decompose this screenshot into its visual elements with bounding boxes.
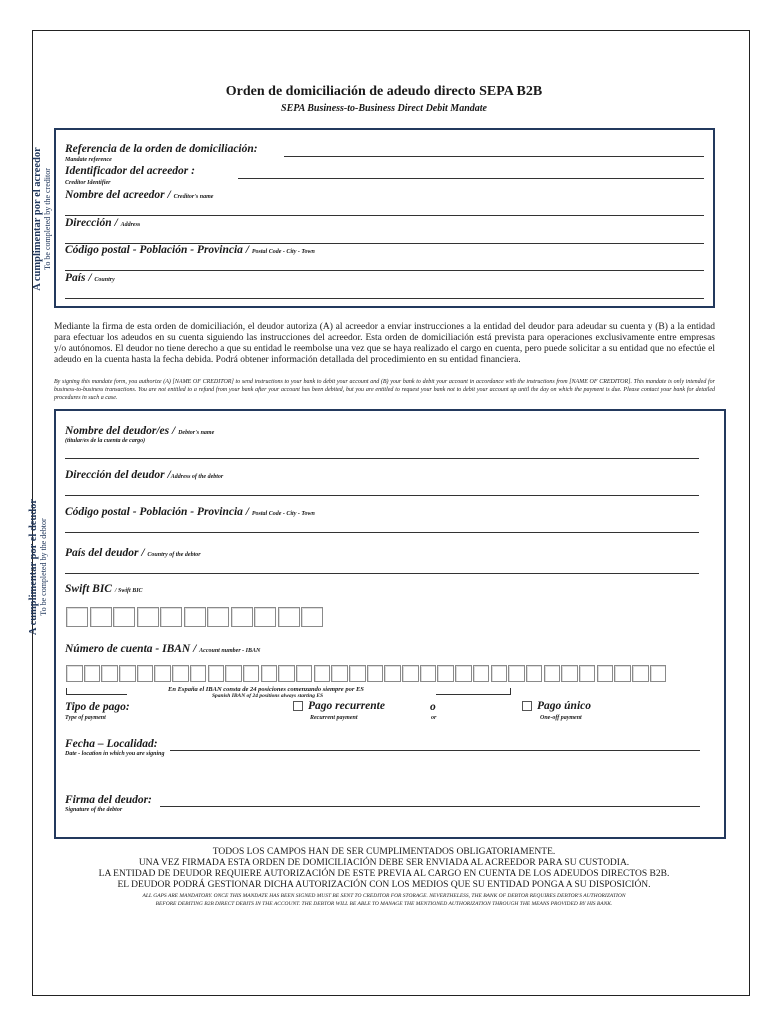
iban-bracket-left (66, 688, 127, 695)
mandate-ref-label: Referencia de la orden de domiciliación: (65, 143, 258, 155)
footer-line-1: TODOS LOS CAMPOS HAN DE SER CUMPLIMENTADOS OBLIGATORIAMENTE. (212, 847, 556, 857)
creditor-section (54, 128, 715, 308)
creditor-name-field[interactable] (65, 215, 704, 216)
date-place-label: Fecha – Localidad: (65, 738, 158, 750)
iban-cell[interactable] (455, 665, 472, 682)
recurrent-checkbox[interactable] (293, 701, 303, 711)
iban-bracket-right (436, 688, 511, 695)
iban-cell[interactable] (331, 665, 348, 682)
mandate-text-en: By signing this mandate form, you authorize (A) [NAME OF CREDITOR] to send instructions to your bank to debit your account and (B) your bank to debit your account in accordance with the instructions from [NAME OF CREDITOR]. This mandate is only intended for business-to-business transactions. You are not entitled to a refund from your bank after your account has been debited, but you are entitled to request your bank not to debit your account up until the day on which the payment is due. Please contact your bank for detailed procedures in such a case. (54, 379, 715, 401)
iban-input[interactable] (66, 665, 667, 682)
date-place-field[interactable] (170, 750, 700, 751)
swift-bic-cell[interactable] (113, 607, 135, 627)
iban-cell[interactable] (561, 665, 578, 682)
iban-cell[interactable] (225, 665, 242, 682)
debtor-side-label: A cumplimentar por el deudor To be completed by the debtor (28, 498, 48, 636)
oneoff-option[interactable]: Pago único (522, 700, 591, 712)
iban-cell[interactable] (101, 665, 118, 682)
oneoff-en: One-off payment (540, 715, 582, 721)
or-en: or (431, 715, 437, 721)
iban-cell[interactable] (137, 665, 154, 682)
iban-cell[interactable] (208, 665, 225, 682)
iban-note: En España el IBAN consta de 24 posiciones comenzando siempre por ES (168, 686, 364, 693)
swift-bic-cell[interactable] (184, 607, 206, 627)
recurrent-en: Recurrent payment (310, 715, 358, 721)
debtor-country-label: País del deudor / Country of the debtor (65, 547, 201, 559)
mandate-ref-en: Mandate reference (65, 157, 112, 163)
creditor-id-label: Identificador del acreedor : (65, 165, 195, 177)
swift-label: Swift BIC / Swift BIC (65, 583, 143, 595)
creditor-postal-field[interactable] (65, 270, 704, 271)
or-label: o (430, 701, 436, 713)
creditor-postal-label: Código postal - Población - Provincia / Postal Code - City - Town (65, 244, 315, 256)
debtor-address-field[interactable] (65, 495, 699, 496)
recurrent-option[interactable]: Pago recurrente (293, 700, 385, 712)
date-place-en: Date - location in which you are signing (65, 751, 165, 757)
form-subtitle: SEPA Business-to-Business Direct Debit Mandate (281, 103, 487, 114)
creditor-country-field[interactable] (65, 298, 704, 299)
signature-en: Signature of the debtor (65, 807, 123, 813)
debtor-name-sub: (titular/es de la cuenta de cargo) (65, 438, 146, 444)
footer-en-1: ALL GAPS ARE MANDATORY. ONCE THIS MANDATE HAS BEEN SIGNED MUST BE SENT TO CREDITOR FOR STORAGE. NEVERTHELESS, THE BANK OF DEBTOR REQUIRES DEBTOR'S AUTHORIZATION (142, 893, 626, 899)
creditor-side-label: A cumplimentar por el acreedor To be completed by the creditor (32, 147, 52, 291)
swift-bic-cell[interactable] (160, 607, 182, 627)
iban-cell[interactable] (172, 665, 189, 682)
swift-bic-cell[interactable] (137, 607, 159, 627)
iban-cell[interactable] (420, 665, 437, 682)
debtor-country-field[interactable] (65, 573, 699, 574)
footer-line-4: EL DEUDOR PODRÁ GESTIONAR DICHA AUTORIZACIÓN CON LOS MEDIOS QUE SU ENTIDAD PONGA A SU DISPOSICIÓN. (117, 880, 651, 890)
iban-label: Número de cuenta - IBAN / Account number - IBAN (65, 643, 261, 655)
creditor-id-en: Creditor Identifier (65, 180, 111, 186)
signature-field[interactable] (160, 806, 700, 807)
iban-cell[interactable] (243, 665, 260, 682)
swift-bic-cell[interactable] (231, 607, 253, 627)
iban-cell[interactable] (614, 665, 631, 682)
iban-cell[interactable] (402, 665, 419, 682)
debtor-address-label: Dirección del deudor /Address of the debtor (65, 469, 224, 481)
debtor-postal-field[interactable] (65, 532, 699, 533)
iban-cell[interactable] (632, 665, 649, 682)
iban-cell[interactable] (579, 665, 596, 682)
mandate-ref-field[interactable] (284, 156, 704, 157)
iban-cell[interactable] (526, 665, 543, 682)
mandate-text-es: Mediante la firma de esta orden de domiciliación, el deudor autoriza (A) al acreedor a enviar instrucciones a la entidad del deudor para adeudar su cuenta y (B) a la entidad para efectuar los adeudos en su cuenta siguiendo las instrucciones del acreedor. Esta orden de domiciliación está prevista para operaciones exclusivamente entre empresas y/o autónomos. El deudor no tiene derecho a que su entidad le reembolse una vez que se haya realizado el cargo en cuenta, pero puede solicitar a su entidad que no efectúe el adeudo en la cuenta hasta la fecha debida. Podrá obtener información detallada del procedimiento en su entidad financiera. (54, 322, 715, 365)
swift-bic-cell[interactable] (90, 607, 112, 627)
iban-cell[interactable] (491, 665, 508, 682)
iban-cell[interactable] (119, 665, 136, 682)
iban-cell[interactable] (84, 665, 101, 682)
footer-line-2: UNA VEZ FIRMADA ESTA ORDEN DE DOMICILIACIÓN DEBE SER ENVIADA AL ACREEDOR PARA SU CUSTODIA. (138, 858, 630, 868)
iban-cell[interactable] (314, 665, 331, 682)
oneoff-checkbox[interactable] (522, 701, 532, 711)
swift-bic-cell[interactable] (207, 607, 229, 627)
iban-cell[interactable] (650, 665, 667, 682)
iban-cell[interactable] (437, 665, 454, 682)
footer-line-3: LA ENTIDAD DE DEUDOR REQUIERE AUTORIZACIÓN DE ESTE PREVIA AL CARGO EN CUENTA DE LOS ADEUDOS DIRECTOS B2B. (98, 869, 670, 879)
iban-cell[interactable] (384, 665, 401, 682)
iban-cell[interactable] (508, 665, 525, 682)
creditor-address-label: Dirección / Address (65, 217, 141, 229)
debtor-name-field[interactable] (65, 458, 699, 459)
swift-bic-cell[interactable] (66, 607, 88, 627)
iban-note-en: Spanish IBAN of 24 positions always starting ES (212, 693, 324, 699)
payment-type-en: Type of payment (65, 715, 106, 721)
iban-cell[interactable] (190, 665, 207, 682)
debtor-postal-label: Código postal - Población - Provincia / Postal Code - City - Town (65, 506, 315, 518)
iban-cell[interactable] (261, 665, 278, 682)
creditor-country-label: País / Country (65, 272, 115, 284)
debtor-name-label: Nombre del deudor/es / Debtor's name (65, 425, 215, 437)
iban-cell[interactable] (367, 665, 384, 682)
iban-cell[interactable] (597, 665, 614, 682)
iban-cell[interactable] (278, 665, 295, 682)
footer-en-2: BEFORE DEBITING B2B DIRECT DEBITS IN THE ACCOUNT. THE DEBTOR WILL BE ABLE TO MANAGE THE MENTIONED AUTHORIZATION THROUGH THE MEANS PROVIDED BY HIS BANK. (155, 901, 613, 907)
iban-cell[interactable] (66, 665, 83, 682)
iban-cell[interactable] (544, 665, 561, 682)
form-title: Orden de domiciliación de adeudo directo SEPA B2B (225, 84, 543, 99)
creditor-name-label: Nombre del acreedor / Creditor's name (65, 189, 214, 201)
swift-bic-input[interactable] (66, 607, 325, 627)
swift-bic-cell[interactable] (254, 607, 276, 627)
swift-bic-cell[interactable] (301, 607, 323, 627)
iban-cell[interactable] (296, 665, 313, 682)
iban-cell[interactable] (473, 665, 490, 682)
payment-type-label: Tipo de pago: (65, 701, 130, 713)
iban-cell[interactable] (154, 665, 171, 682)
iban-cell[interactable] (349, 665, 366, 682)
signature-label: Firma del deudor: (65, 794, 152, 806)
creditor-id-field[interactable] (238, 178, 704, 179)
swift-bic-cell[interactable] (278, 607, 300, 627)
